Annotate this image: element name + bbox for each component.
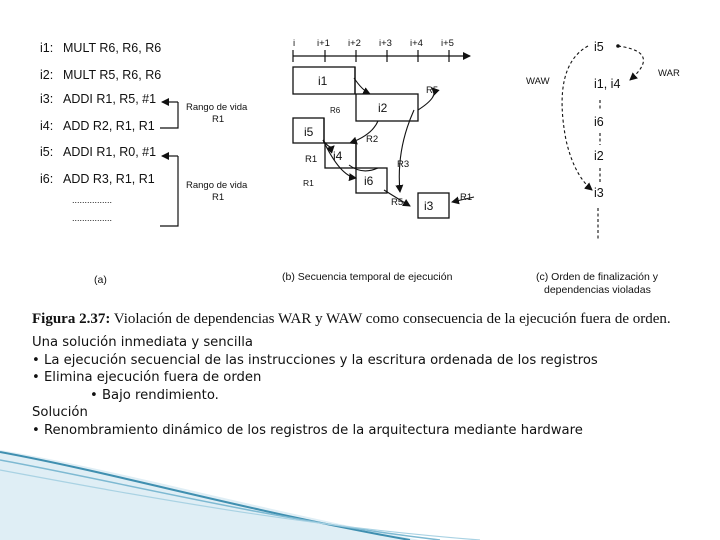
instr-id: i5: — [40, 145, 54, 159]
body-line: • Bajo rendimiento. — [90, 387, 219, 403]
life-range-register: R1 — [212, 114, 225, 125]
life-range-bracket-1 — [160, 102, 178, 128]
register-label: R5 — [426, 85, 439, 96]
instr-text: ADDI R1, R0, #1 — [63, 145, 157, 159]
dots: ................ — [72, 195, 113, 205]
caption-prefix: Figura 2.37: — [32, 311, 111, 327]
tick-label: i+5 — [441, 38, 454, 49]
instr-text: MULT R6, R6, R6 — [63, 41, 162, 55]
block-label: i4 — [333, 149, 343, 163]
body-line: • Renombramiento dinámico de los registros de la arquitectura mediante hardware — [32, 422, 583, 438]
tick-label: i+2 — [348, 38, 361, 49]
instr-id: i6: — [40, 172, 54, 186]
instr-text: MULT R5, R6, R6 — [63, 68, 162, 82]
body-line: Solución — [32, 405, 88, 421]
panel-c-label: (c) Orden de finalización y — [536, 271, 658, 283]
instr-id: i2: — [40, 68, 54, 82]
tick-label: i+3 — [379, 38, 392, 49]
decorative-swoosh — [0, 440, 720, 540]
life-range-label: Rango de vida — [186, 180, 248, 191]
life-range-register: R1 — [212, 192, 225, 203]
waw-label: WAW — [526, 76, 550, 87]
life-range-bracket-2 — [160, 156, 178, 226]
war-label: WAR — [658, 68, 680, 79]
caption-text: Violación de dependencias WAR y WAW como consecuencia de la ejecución fuera de orden. — [110, 311, 671, 327]
tick-label: i+1 — [317, 38, 330, 49]
panel-b-label: (b) Secuencia temporal de ejecución — [282, 271, 453, 283]
register-label: R6 — [330, 106, 341, 115]
order-item: i5 — [594, 40, 604, 54]
dependency-arrows — [323, 78, 474, 206]
order-dependency-arrows — [562, 46, 643, 240]
body-line: Una solución inmediata y sencilla — [32, 335, 253, 350]
instr-id: i4: — [40, 119, 54, 133]
order-item: i1, i4 — [594, 77, 621, 91]
instr-id: i3: — [40, 92, 54, 106]
block-label: i5 — [304, 125, 314, 139]
dots: ................ — [72, 213, 113, 223]
register-label: R3 — [397, 159, 410, 170]
block-label: i6 — [364, 174, 374, 188]
instr-text: ADDI R1, R5, #1 — [63, 92, 157, 106]
body-text — [32, 334, 598, 440]
register-label: R1 — [305, 154, 318, 165]
figure-caption — [32, 311, 671, 328]
time-axis — [293, 50, 470, 62]
order-dot — [616, 44, 620, 48]
swoosh-fill — [0, 450, 420, 540]
panel-c-label: dependencias violadas — [544, 284, 651, 296]
register-label: R5 — [391, 197, 404, 208]
register-label: R2 — [366, 134, 379, 145]
order-item: i3 — [594, 186, 604, 200]
instr-text: ADD R2, R1, R1 — [63, 119, 155, 133]
block-label: i1 — [318, 74, 328, 88]
block-label: i3 — [424, 199, 434, 213]
order-item: i2 — [594, 149, 604, 163]
body-line: • Elimina ejecución fuera de orden — [32, 370, 262, 386]
tick-label: i — [293, 38, 296, 49]
instr-text: ADD R3, R1, R1 — [63, 172, 155, 186]
order-item: i6 — [594, 115, 604, 129]
body-line: • La ejecución secuencial de las instrucciones y la escritura ordenada de los registros — [32, 352, 598, 368]
register-label: R1 — [303, 178, 314, 188]
block-label: i2 — [378, 101, 388, 115]
life-range-label: Rango de vida — [186, 102, 248, 113]
instr-id: i1: — [40, 41, 54, 55]
panel-a-label: (a) — [94, 274, 107, 286]
register-label: R1 — [460, 192, 473, 203]
tick-label: i+4 — [410, 38, 423, 49]
instruction-list — [40, 41, 161, 223]
